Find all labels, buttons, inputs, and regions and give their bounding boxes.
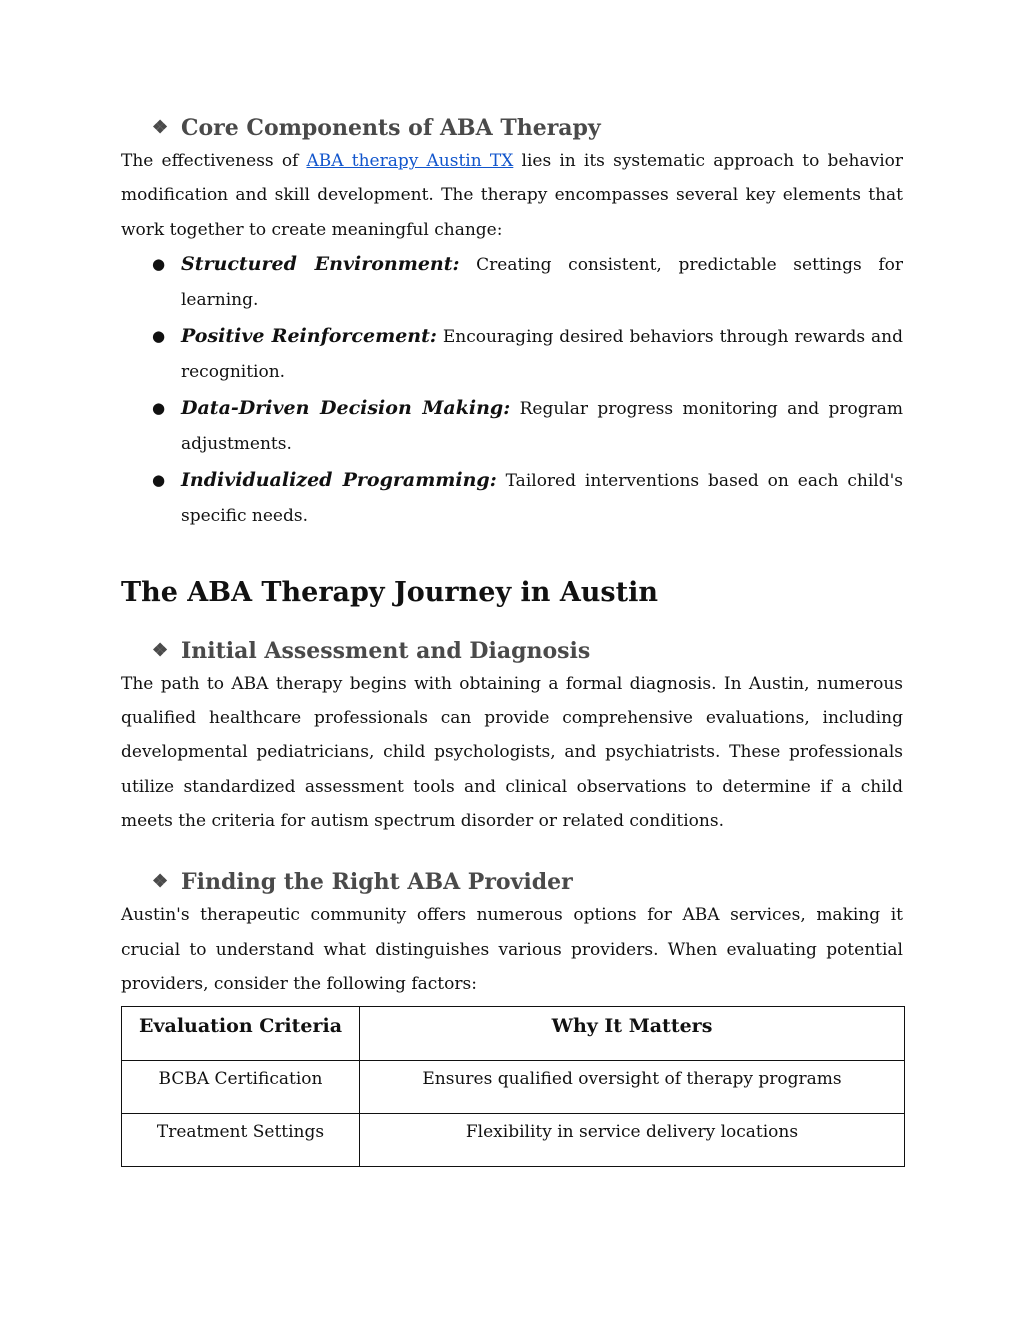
- list-item-term: Individualized Programming:: [181, 468, 497, 491]
- list-item-text: Creating consistent, predictable settings for learning.: [181, 254, 903, 311]
- section-heading-core-components: [121, 112, 903, 144]
- list-item: [121, 463, 903, 535]
- aba-therapy-austin-link[interactable]: ABA therapy Austin TX: [306, 151, 514, 171]
- table-header-row: [122, 1007, 905, 1061]
- diamond-bullet-icon: ❖: [152, 871, 169, 893]
- table-header-cell: Evaluation Criteria: [122, 1007, 360, 1061]
- journey-heading: The ABA Therapy Journey in Austin: [121, 576, 658, 608]
- section-heading-finding-provider: [121, 866, 903, 898]
- list-item: [121, 319, 903, 391]
- table-cell: Ensures qualified oversight of therapy programs: [360, 1061, 905, 1114]
- list-item-text: Regular progress monitoring and program adjustments.: [181, 398, 903, 455]
- table-header-cell: Why It Matters: [360, 1007, 905, 1061]
- heading-text: Finding the Right ABA Provider: [181, 869, 573, 896]
- core-components-list: [121, 247, 903, 535]
- finding-provider-paragraph: Austin's therapeutic community offers numerous options for ABA services, making it crucial to understand what distinguishes various providers. When evaluating potential providers, consider the following factors:: [121, 905, 903, 994]
- core-components-intro: [121, 144, 903, 247]
- list-item: [121, 391, 903, 463]
- table-row: [122, 1114, 905, 1167]
- list-item-term: Data-Driven Decision Making:: [181, 396, 511, 419]
- bullet-dot-icon: ●: [152, 470, 166, 489]
- table-cell: Flexibility in service delivery locations: [360, 1114, 905, 1167]
- bullet-dot-icon: ●: [152, 398, 166, 417]
- list-item: [121, 247, 903, 319]
- list-item-term: Structured Environment:: [181, 252, 460, 275]
- table-cell: BCBA Certification: [122, 1061, 360, 1114]
- list-item-text: Tailored interventions based on each child's specific needs.: [181, 470, 904, 527]
- heading-text: Initial Assessment and Diagnosis: [181, 637, 591, 664]
- initial-assessment-paragraph: The path to ABA therapy begins with obtaining a formal diagnosis. In Austin, numerous qualified healthcare professionals can provide comprehensive evaluations, including developmental pediatricians, child psychologists, and psychiatrists. These professionals utilize standardized assessment tools and clinical observations to determine if a child meets the criteria for autism spectrum disorder or related conditions.: [121, 673, 903, 832]
- bullet-dot-icon: ●: [152, 326, 166, 345]
- diamond-bullet-icon: ❖: [152, 639, 169, 661]
- table-cell: Treatment Settings: [122, 1114, 360, 1167]
- list-item-text: Encouraging desired behaviors through rewards and recognition.: [181, 326, 903, 383]
- intro-text-end: lies in its systematic approach to behavior modification and skill development. The therapy encompasses several key elements that work together to create meaningful change:: [121, 151, 903, 240]
- document-page: [121, 112, 903, 1167]
- bullet-dot-icon: ●: [152, 254, 166, 273]
- list-item-term: Positive Reinforcement:: [181, 324, 437, 347]
- table-row: [122, 1061, 905, 1114]
- evaluation-criteria-table: [121, 1006, 905, 1167]
- intro-text-start: The effectiveness of: [121, 151, 307, 171]
- section-heading-initial-assessment: [121, 635, 903, 667]
- diamond-bullet-icon: ❖: [152, 117, 169, 138]
- heading-text: Core Components of ABA Therapy: [181, 115, 601, 141]
